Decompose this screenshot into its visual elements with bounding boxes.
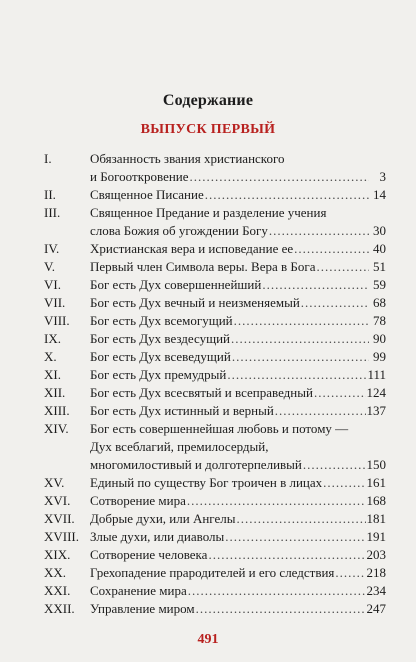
toc-leader-dots (196, 600, 366, 618)
toc-page-number: 137 (366, 403, 386, 418)
toc-leader-dots (335, 564, 365, 582)
toc-leader-dots (303, 456, 366, 474)
toc-page-number: 111 (367, 367, 386, 382)
toc-entry-title: Сотворение мира (90, 493, 186, 508)
toc-entry-text (90, 420, 386, 438)
toc-leader-dots (225, 528, 365, 546)
toc-line (44, 546, 386, 564)
toc-page-number: 99 (373, 349, 386, 364)
toc-entry-text (90, 312, 386, 330)
page-number: 491 (197, 632, 219, 647)
toc-leader-dots (234, 312, 369, 330)
toc-entry-title: Бог есть Дух всеведущий (90, 349, 231, 364)
toc-page-number: 30 (373, 223, 386, 238)
toc-page-number: 247 (366, 601, 386, 616)
toc-entry-number: V. (44, 259, 55, 274)
toc-entry-title: Первый член Символа веры. Вера в Бога (90, 259, 316, 274)
toc-page-number: 168 (366, 493, 386, 508)
toc-line (44, 402, 386, 420)
toc-entry-title: многомилостивый и долготерпеливый (90, 457, 302, 472)
toc-entry-title: Сотворение человека (90, 547, 208, 562)
toc-line (44, 366, 386, 384)
toc-line (44, 330, 386, 348)
toc-entry-text (90, 384, 386, 402)
toc-entry-number: XI. (44, 367, 61, 382)
toc-entry-number: IX. (44, 331, 61, 346)
toc-page-number: 78 (373, 313, 386, 328)
toc-entry-title: Обязанность звания христианского (90, 151, 285, 166)
toc-entry-title: Бог есть Дух вездесущий (90, 331, 231, 346)
toc-entry-text (90, 528, 386, 546)
toc-entry-text (90, 600, 386, 618)
toc-entry-text (90, 402, 386, 420)
toc-entry-text (90, 366, 386, 384)
toc-page-number: 3 (379, 169, 386, 184)
toc-line (44, 240, 386, 258)
toc-entry-number: XVI. (44, 493, 71, 508)
toc-entry-number: IV. (44, 241, 60, 256)
toc-line (44, 348, 386, 366)
toc-entry-title: Злые духи, или диаволы (90, 529, 225, 544)
toc-page-number: 218 (366, 565, 386, 580)
toc-leader-dots (187, 492, 366, 510)
toc-line (44, 420, 386, 438)
toc-page-number: 161 (366, 475, 386, 490)
toc-entry-number: XVIII. (44, 529, 80, 544)
toc-entry-number: XIV. (44, 421, 69, 436)
toc-line (44, 456, 386, 474)
toc-entry-title: Грехопадение прародителей и его следствия (90, 565, 335, 580)
toc-entry-text (90, 240, 386, 258)
toc-line (44, 312, 386, 330)
toc-entry-text (90, 564, 386, 582)
toc-line (44, 384, 386, 402)
toc-leader-dots (231, 330, 369, 348)
toc-leader-dots (314, 384, 366, 402)
toc-entry-text (90, 456, 386, 474)
toc-entry-text (90, 510, 386, 528)
toc-page-number: 40 (373, 241, 386, 256)
toc-line (44, 258, 386, 276)
toc-entry-text (90, 294, 386, 312)
toc-leader-dots (269, 222, 369, 240)
toc-entry-number: XIX. (44, 547, 71, 562)
toc-page-number: 68 (373, 295, 386, 310)
toc-entry-number: XII. (44, 385, 66, 400)
toc-line (44, 438, 386, 456)
toc-line (44, 492, 386, 510)
toc-entry-text (90, 438, 386, 456)
toc-leader-dots (262, 276, 369, 294)
toc-leader-dots (275, 402, 366, 420)
toc-page-number: 14 (373, 187, 386, 202)
toc-entry-number: XXI. (44, 583, 71, 598)
toc-entry-number: I. (44, 151, 52, 166)
toc-entry-title: Бог есть Дух всемогущий (90, 313, 233, 328)
toc-page-number: 181 (366, 511, 386, 526)
toc-entry-title: Бог есть Дух премудрый (90, 367, 227, 382)
toc-leader-dots (316, 258, 369, 276)
toc-entry-text (90, 546, 386, 564)
toc-entry-title: Бог есть Дух совершеннейший (90, 277, 262, 292)
toc-entry-number: VIII. (44, 313, 70, 328)
toc-line (44, 294, 386, 312)
toc-entry-number: XV. (44, 475, 65, 490)
toc-entry-number: XVII. (44, 511, 75, 526)
toc-page-number: 150 (366, 457, 386, 472)
toc-leader-dots (190, 168, 369, 186)
toc-entry-number: X. (44, 349, 57, 364)
toc-entry-number: III. (44, 205, 61, 220)
toc-line (44, 600, 386, 618)
toc-line (44, 582, 386, 600)
toc-entry-text (90, 474, 386, 492)
toc-entry-title: Священное Писание (90, 187, 204, 202)
toc-entry-title: слова Божия об угождении Богу (90, 223, 268, 238)
toc-entry-text (90, 258, 386, 276)
toc-entry-title: Управление миром (90, 601, 195, 616)
table-of-contents (44, 150, 386, 618)
toc-leader-dots (227, 366, 366, 384)
toc-leader-dots (323, 474, 365, 492)
toc-entry-title: Бог есть Дух истинный и верный (90, 403, 274, 418)
toc-entry-text (90, 492, 386, 510)
toc-line (44, 474, 386, 492)
toc-line (44, 564, 386, 582)
toc-line (44, 150, 386, 168)
toc-line (44, 168, 386, 186)
toc-leader-dots (208, 546, 365, 564)
toc-leader-dots (232, 348, 369, 366)
toc-leader-dots (236, 510, 365, 528)
toc-entry-title: Бог есть совершеннейшая любовь и потому — (90, 421, 349, 436)
toc-entry-text (90, 582, 386, 600)
toc-entry-title: Единый по существу Бог троичен в лицах (90, 475, 323, 490)
toc-page-number: 59 (373, 277, 386, 292)
toc-entry-text (90, 186, 386, 204)
toc-entry-text (90, 204, 386, 222)
section-heading: ВЫПУСК ПЕРВЫЙ (140, 122, 276, 137)
toc-page-number: 191 (366, 529, 386, 544)
toc-entry-text (90, 276, 386, 294)
toc-entry-number: II. (44, 187, 56, 202)
toc-line (44, 510, 386, 528)
toc-entry-title: Дух всеблагий, премилосердый, (90, 439, 269, 454)
toc-entry-title: Бог есть Дух всесвятый и всеправедный (90, 385, 313, 400)
toc-page-number: 51 (373, 259, 386, 274)
toc-line (44, 186, 386, 204)
toc-page-number: 90 (373, 331, 386, 346)
toc-entry-title: и Богооткровение (90, 169, 189, 184)
toc-entry-text (90, 222, 386, 240)
toc-entry-title: Добрые духи, или Ангелы (90, 511, 236, 526)
toc-entry-title: Сохранение мира (90, 583, 187, 598)
toc-entry-text (90, 150, 386, 168)
toc-line (44, 222, 386, 240)
toc-entry-text (90, 348, 386, 366)
toc-entry-number: XXII. (44, 601, 75, 616)
toc-page-number: 203 (366, 547, 386, 562)
toc-line (44, 276, 386, 294)
bleed-through-text (120, 35, 400, 135)
toc-leader-dots (188, 582, 366, 600)
toc-entry-text (90, 330, 386, 348)
toc-entry-title: Священное Предание и разделение учения (90, 205, 327, 220)
toc-page-number: 234 (366, 583, 386, 598)
toc-entry-number: XIII. (44, 403, 70, 418)
toc-entry-title: Христианская вера и исповедание ее (90, 241, 294, 256)
toc-entry-number: VII. (44, 295, 66, 310)
toc-line (44, 528, 386, 546)
toc-leader-dots (301, 294, 369, 312)
toc-leader-dots (294, 240, 369, 258)
toc-page-number: 124 (366, 385, 386, 400)
toc-entry-text (90, 168, 386, 186)
toc-entry-number: XX. (44, 565, 67, 580)
toc-leader-dots (205, 186, 369, 204)
toc-entry-number: VI. (44, 277, 61, 292)
toc-entry-title: Бог есть Дух вечный и неизменяемый (90, 295, 300, 310)
page-title: Содержание (162, 92, 254, 109)
toc-line (44, 204, 386, 222)
